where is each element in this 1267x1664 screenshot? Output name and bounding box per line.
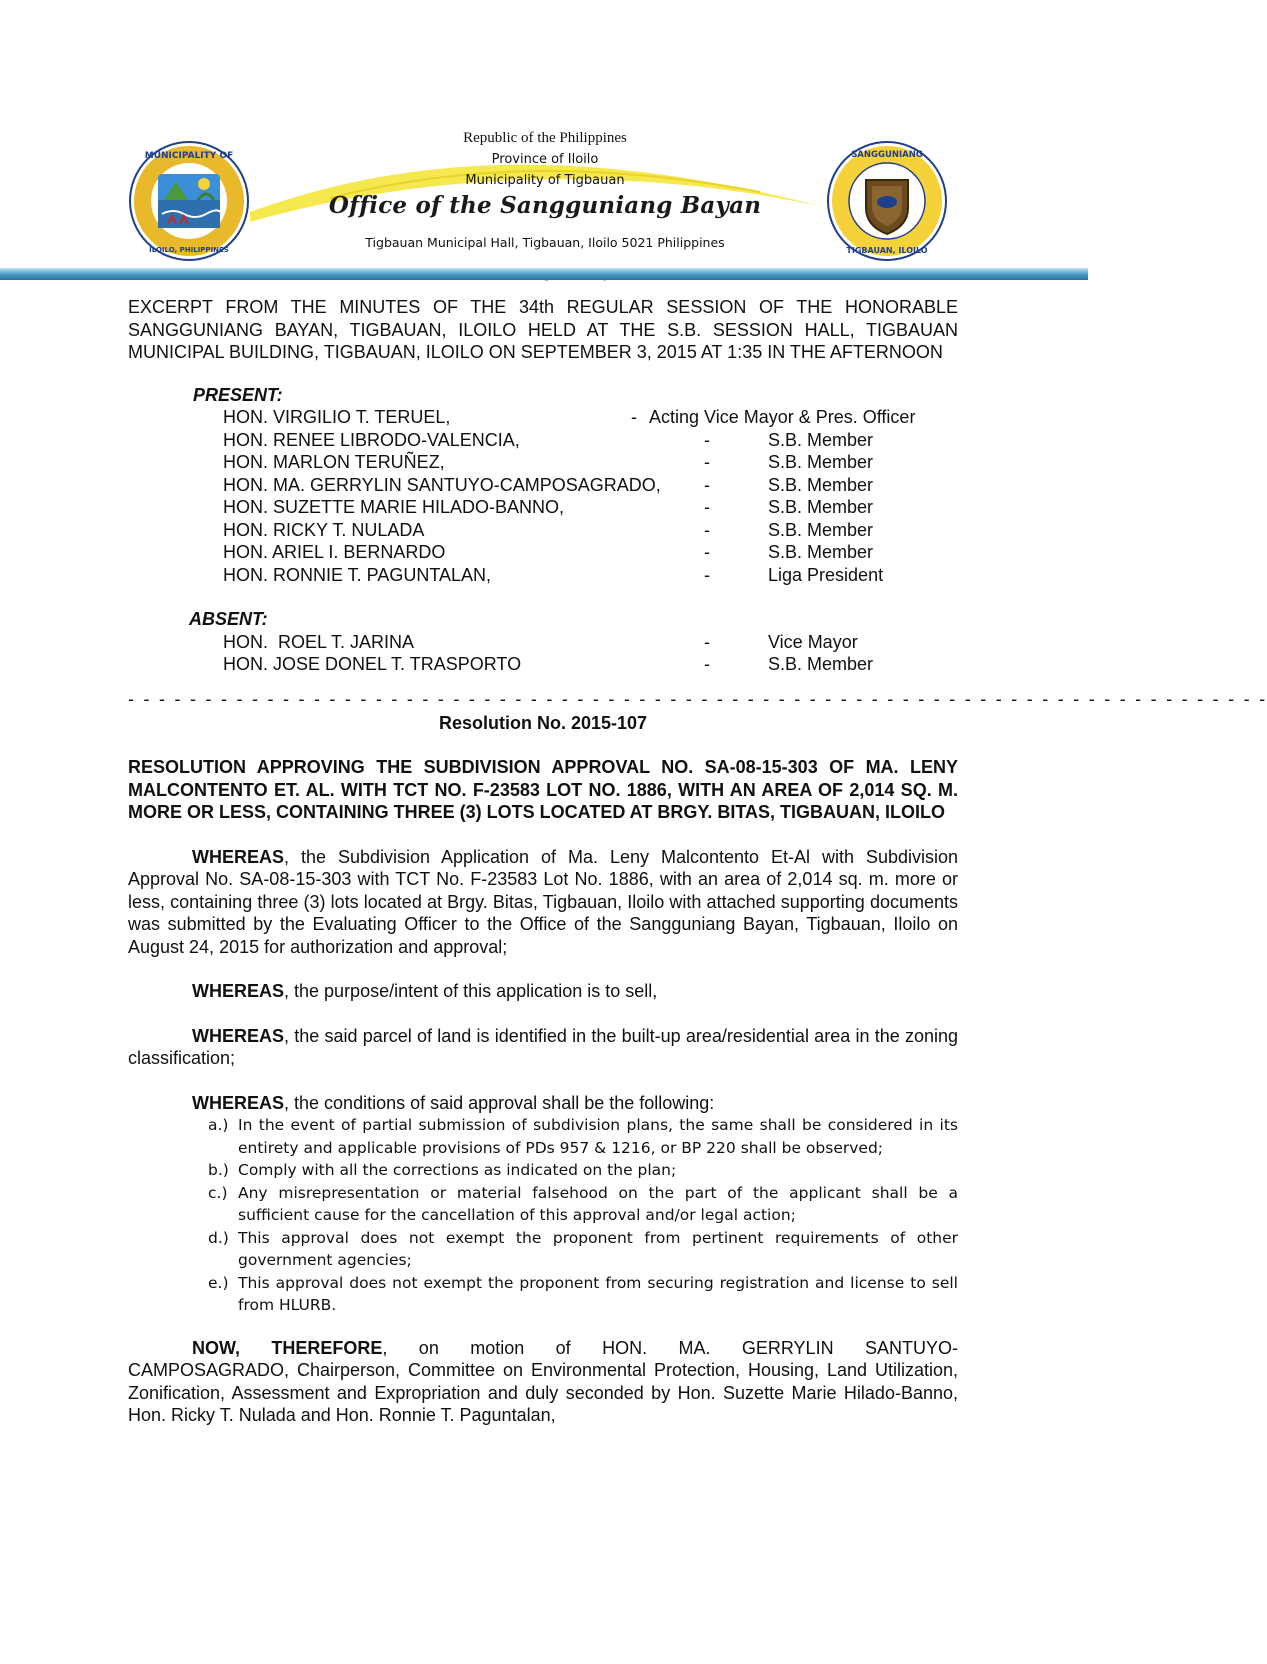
member-dash: - xyxy=(704,452,710,472)
member-row xyxy=(128,474,958,497)
now-therefore-clause xyxy=(128,1337,958,1427)
whereas-lead: WHEREAS xyxy=(192,846,285,867)
province-line: Province of Iloilo xyxy=(491,152,599,167)
condition-letter: b.) xyxy=(208,1161,229,1179)
condition-letter: c.) xyxy=(208,1183,228,1202)
whereas-lead: WHEREAS xyxy=(192,1025,285,1046)
member-name: HON. JOSE DONEL T. TRASPORTO xyxy=(223,654,522,674)
office-title: Office of the Sangguniang Bayan xyxy=(328,192,762,219)
member-name: HON. RICKY T. NULADA xyxy=(223,519,425,540)
resolution-title: RESOLUTION APPROVING THE SUBDIVISION APPROVAL NO. SA-08-15-303 OF MA. LENY MALCONTENTO ET. AL. WITH TCT NO. F-23583 LOT NO. 1886, WITH AN AREA OF 2,014 SQ. M. MORE OR LESS, CONTAINING THREE (3) LOTS LOCATED AT BRGY. BITAS, TIGBAUAN, ILOILO xyxy=(128,757,958,822)
resolution-number: Resolution No. 2015-107 xyxy=(438,712,648,733)
member-name: HON. RONNIE T. PAGUNTALAN, xyxy=(223,564,492,585)
member-name: HON. SUZETTE MARIE HILADO-BANNO, xyxy=(223,497,565,517)
condition-text: This approval does not exempt the proponent from pertinent requirements of other government agencies; xyxy=(238,1228,958,1269)
country-line: Republic of the Philippines xyxy=(463,130,627,146)
absent-label: ABSENT: xyxy=(189,609,268,629)
municipality-seal-icon xyxy=(128,140,250,262)
member-row xyxy=(128,564,958,587)
condition-text: Any misrepresentation or material falsehood on the part of the applicant shall be a sufficient cause for the cancellation of this approval and/or legal action; xyxy=(238,1183,958,1224)
whereas-text: , the purpose/intent of this application is to sell, xyxy=(284,981,658,1001)
member-name: HON. RENEE LIBRODO-VALENCIA, xyxy=(223,429,520,450)
condition-item xyxy=(128,1114,958,1159)
svg-text:MUNICIPALITY OF: MUNICIPALITY OF xyxy=(144,151,234,161)
member-role: S.B. Member xyxy=(768,497,874,517)
header-rule xyxy=(0,268,1088,282)
member-role: S.B. Member xyxy=(768,429,874,450)
svg-text:ILOILO, PHILIPPINES: ILOILO, PHILIPPINES xyxy=(149,246,229,254)
whereas-text: , the Subdivision Application of Ma. Leny Malcontento Et-Al with Subdivision Approval No. SA-08-15-303 with TCT No. F-23583 Lot No. 1886, with an area of 2,014 sq. m. more or less, containing three (3) lots located at Brgy. Bitas, Tigbauan, Iloilo with attached supporting documents was submitted by the Evaluating Officer to the Office of the Sangguniang Bayan, Tigbauan, Iloilo on August 24, 2015 for authorization and approval; xyxy=(128,846,958,957)
condition-item xyxy=(128,1227,958,1272)
now-therefore-text-b: CAMPOSAGRADO, Chairperson, Committee on Environmental Protection, Housing, Land Utilization, Zonification, Assessment and Expropriation and duly seconded by Hon. Suzette Marie Hilado-Banno, Hon. Ricky T. Nulada and Hon. Ronnie T. Paguntalan, xyxy=(128,1360,958,1425)
member-dash: - xyxy=(704,429,710,450)
member-dash: - xyxy=(631,407,637,427)
svg-text:TIGBAUAN, ILOILO: TIGBAUAN, ILOILO xyxy=(846,246,928,255)
member-dash: - xyxy=(704,631,710,652)
member-dash: - xyxy=(704,564,710,585)
document-body xyxy=(128,296,1267,1427)
condition-text: In the event of partial submission of subdivision plans, the same shall be considered in its entirety and applicable provisions of PDs 957 & 1216, or BP 220 shall be observed; xyxy=(238,1116,958,1157)
condition-letter: a.) xyxy=(208,1116,229,1134)
member-role: Acting Vice Mayor & Pres. Officer xyxy=(649,407,916,427)
now-therefore-text-a: , on motion of HON. MA. GERRYLIN SANTUYO- xyxy=(382,1337,958,1358)
letterhead xyxy=(0,0,1088,290)
municipality-line: Municipality of Tigbauan xyxy=(465,173,625,188)
whereas-text: , the said parcel of land is identified in the built-up area/residential area in the zoning classification; xyxy=(128,1025,958,1068)
condition-text: Comply with all the corrections as indicated on the plan; xyxy=(238,1161,677,1179)
member-role: Vice Mayor xyxy=(768,631,858,652)
whereas-clause xyxy=(128,980,958,1003)
member-role: S.B. Member xyxy=(768,452,874,472)
condition-item xyxy=(128,1159,958,1182)
member-name: HON. VIRGILIO T. TERUEL, xyxy=(223,407,451,427)
condition-item xyxy=(128,1272,958,1317)
condition-letter: e.) xyxy=(208,1273,229,1292)
whereas-text: , the conditions of said approval shall be the following: xyxy=(284,1092,715,1113)
member-row xyxy=(128,429,958,452)
member-name: HON. ROEL T. JARINA xyxy=(223,631,415,652)
member-row xyxy=(128,496,958,519)
now-therefore-lead: NOW, THEREFORE xyxy=(192,1337,383,1358)
minutes-excerpt: EXCERPT FROM THE MINUTES OF THE 34th REGULAR SESSION OF THE HONORABLE SANGGUNIANG BAYAN, TIGBAUAN, ILOILO HELD AT THE S.B. SESSION HALL, TIGBAUAN MUNICIPAL BUILDING, TIGBAUAN, ILOILO ON SEPTEMBER 3, 2015 AT 1:35 IN THE AFTERNOON xyxy=(128,297,958,362)
member-role: S.B. Member xyxy=(768,474,874,495)
member-role: S.B. Member xyxy=(768,542,874,562)
member-name: HON. MARLON TERUÑEZ, xyxy=(223,452,445,472)
member-role: S.B. Member xyxy=(768,519,874,540)
member-dash: - xyxy=(704,519,710,540)
address-line: Tigbauan Municipal Hall, Tigbauan, Iloilo 5021 Philippines xyxy=(365,234,725,250)
member-row xyxy=(128,653,958,676)
whereas-lead: WHEREAS xyxy=(192,981,285,1001)
member-dash: - xyxy=(704,474,710,495)
sangguniang-bayan-seal-icon xyxy=(826,140,948,262)
whereas-clause xyxy=(128,1092,958,1115)
member-row xyxy=(128,451,958,474)
member-dash: - xyxy=(704,654,710,674)
member-name: HON. ARIEL I. BERNARDO xyxy=(223,542,446,562)
section-divider: - - - - - - - - - - - - - - - - - - - - - - - - - - - - - - - - - - - - - - - - - - - - - - - - - - - - - - - - - - - - - - - - - - - - - - - - - - xyxy=(128,688,1267,709)
present-label: PRESENT: xyxy=(193,384,283,405)
member-role: Liga President xyxy=(768,564,884,585)
conditions-list xyxy=(128,1114,958,1317)
condition-letter: d.) xyxy=(208,1228,229,1247)
condition-item xyxy=(128,1182,958,1227)
member-row xyxy=(128,406,958,429)
member-name: HON. MA. GERRYLIN SANTUYO-CAMPOSAGRADO, xyxy=(223,474,661,495)
member-row xyxy=(128,541,958,564)
whereas-clause xyxy=(128,846,958,959)
whereas-lead: WHEREAS xyxy=(192,1092,285,1113)
svg-text:SANGGUNIANG: SANGGUNIANG xyxy=(851,150,923,160)
attendance-present xyxy=(128,384,958,676)
member-row xyxy=(128,631,958,654)
condition-text: This approval does not exempt the proponent from securing registration and license to sell from HLURB. xyxy=(238,1273,958,1314)
member-row xyxy=(128,519,958,542)
member-dash: - xyxy=(704,542,710,562)
member-role: S.B. Member xyxy=(768,654,874,674)
member-dash: - xyxy=(704,497,710,517)
whereas-clause xyxy=(128,1025,958,1070)
